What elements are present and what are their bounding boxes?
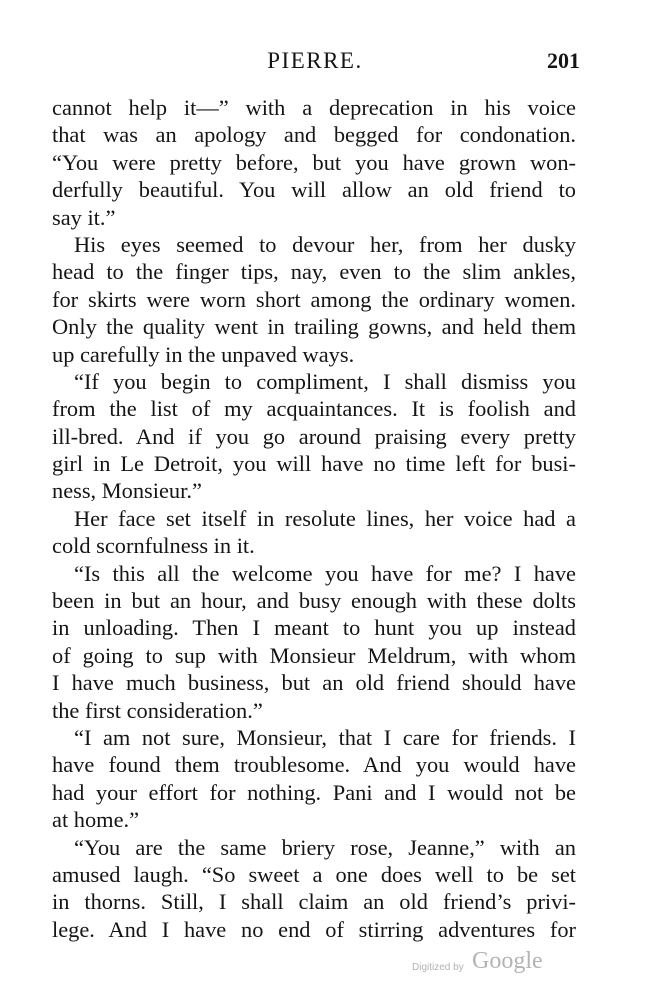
- text-line: say it.”: [52, 204, 116, 230]
- text-line: Only the quality went in trailing gowns, and held them: [52, 314, 576, 340]
- text-line: derfully beautiful. You will allow an old friend to: [52, 177, 576, 203]
- text-line: in thorns. Still, I shall claim an old friend’s privi-: [52, 889, 576, 915]
- text-line: been in but an hour, and busy enough with these dolts: [52, 588, 576, 614]
- digitized-by-label: Digitized by: [412, 962, 464, 973]
- text-line: “You were pretty before, but you have grown won-: [52, 149, 576, 175]
- text-line: at home.”: [52, 807, 140, 833]
- text-line: ill-bred. And if you go around praising every pretty: [52, 423, 576, 449]
- text-line: the first consideration.”: [52, 697, 263, 723]
- text-line: have found them troublesome. And you would have: [52, 752, 576, 778]
- text-line: His eyes seemed to devour her, from her dusky: [74, 231, 576, 257]
- text-line: girl in Le Detroit, you will have no time left for busi-: [52, 451, 576, 477]
- text-line: Her face set itself in resolute lines, her voice had a: [74, 505, 576, 531]
- text-line: up carefully in the unpaved ways.: [52, 341, 355, 367]
- running-head: [50, 44, 580, 78]
- text-line: for skirts were worn short among the ordinary women.: [52, 286, 576, 312]
- page-number: 201: [547, 48, 580, 73]
- text-line: of going to sup with Monsieur Meldrum, with whom: [52, 642, 576, 668]
- text-line: I have much business, but an old friend should have: [52, 670, 576, 696]
- running-title: PIERRE.: [267, 48, 363, 73]
- text-line: “I am not sure, Monsieur, that I care for friends. I: [74, 724, 576, 750]
- digitization-watermark: [412, 950, 562, 980]
- text-line: that was an apology and begged for condonation.: [52, 122, 576, 148]
- text-line: had your effort for nothing. Pani and I would not be: [52, 779, 576, 805]
- text-line: “You are the same briery rose, Jeanne,” with an: [74, 834, 576, 860]
- text-line: lege. And I have no end of stirring adventures for: [52, 916, 576, 942]
- google-logo: Google: [472, 948, 543, 974]
- text-line: “If you begin to compliment, I shall dismiss you: [74, 368, 576, 394]
- text-line: cold scornfulness in it.: [52, 533, 255, 559]
- text-line: “Is this all the welcome you have for me? I have: [74, 560, 576, 586]
- text-line: from the list of my acquaintances. It is foolish and: [52, 396, 576, 422]
- text-line: head to the finger tips, nay, even to the slim ankles,: [52, 259, 576, 285]
- text-line: in unloading. Then I meant to hunt you up instead: [52, 615, 576, 641]
- text-line: amused laugh. “So sweet a one does well to be set: [52, 861, 576, 887]
- text-line: cannot help it—” with a deprecation in his voice: [52, 95, 576, 120]
- body-text: [52, 94, 576, 943]
- text-line: ness, Monsieur.”: [52, 478, 202, 504]
